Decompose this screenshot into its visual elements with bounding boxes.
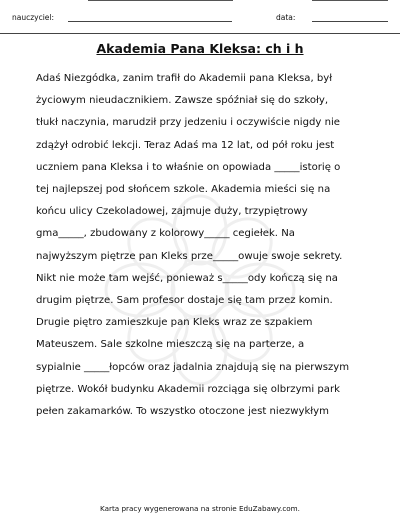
top-rule-left [88, 0, 233, 1]
text-line: uczniem pana Kleksa i to właśnie on opowiada _____istorię o [36, 161, 341, 173]
text-line: Adaś Niezgódka, zanim trafił do Akademii pana Kleksa, był [36, 73, 333, 84]
text-line: Mateuszem. Sale szkolne mieszczą się na parterze, a [36, 339, 305, 351]
text-line: tej najlepszej pod słońcem szkole. Akademia mieści się na [36, 184, 331, 196]
page-title: Akademia Pana Kleksa: ch i h [96, 41, 304, 56]
teacher-label: nauczyciel: [12, 13, 55, 22]
text-line: gma_____, zbudowany z kolorowy_____ cegiełek. Na [36, 228, 295, 240]
text-line: sypialnie _____łopców oraz jadalnia znajdują się na pierwszym [36, 361, 350, 373]
date-label: data: [276, 13, 296, 22]
text-line: pełen zakamarków. To wszystko otoczone jest niezwykłym [36, 406, 329, 418]
text-line: zdążył odrobić lekcji. Teraz Adaś ma 12 lat, od pół roku jest [36, 139, 335, 151]
text-line: najwyższym piętrze pan Kleks prze_____owuje swoje sekrety. [36, 250, 343, 262]
worksheet-header [0, 12, 400, 26]
header-divider [0, 33, 400, 34]
text-line: życiowym nieudacznikiem. Zawsze spóźniał się do szkoły, [36, 95, 329, 107]
text-line: tłukł naczynia, marudził przy jedzeniu i oczywiście nigdy nie [36, 117, 340, 129]
text-line: Nikt nie może tam wejść, ponieważ s_____ody kończą się na [36, 272, 338, 284]
top-rule-right [312, 0, 388, 1]
text-line: Drugie piętro zamieszkuje pan Kleks wraz ze szpakiem [36, 317, 313, 329]
page-footer: Karta pracy wygenerowana na stronie EduZabawy.com. [100, 504, 300, 513]
exercise-text [36, 68, 366, 423]
text-line: końcu ulicy Czekoladowej, zajmuje duży, trzypiętrowy [36, 206, 308, 218]
teacher-field[interactable] [68, 21, 232, 22]
date-field[interactable] [312, 21, 388, 22]
text-line: piętrze. Wokół budynku Akademii rozciąga się olbrzymi park [36, 383, 340, 395]
text-line: drugim piętrze. Sam profesor dostaje się tam przez komin. [36, 295, 333, 307]
